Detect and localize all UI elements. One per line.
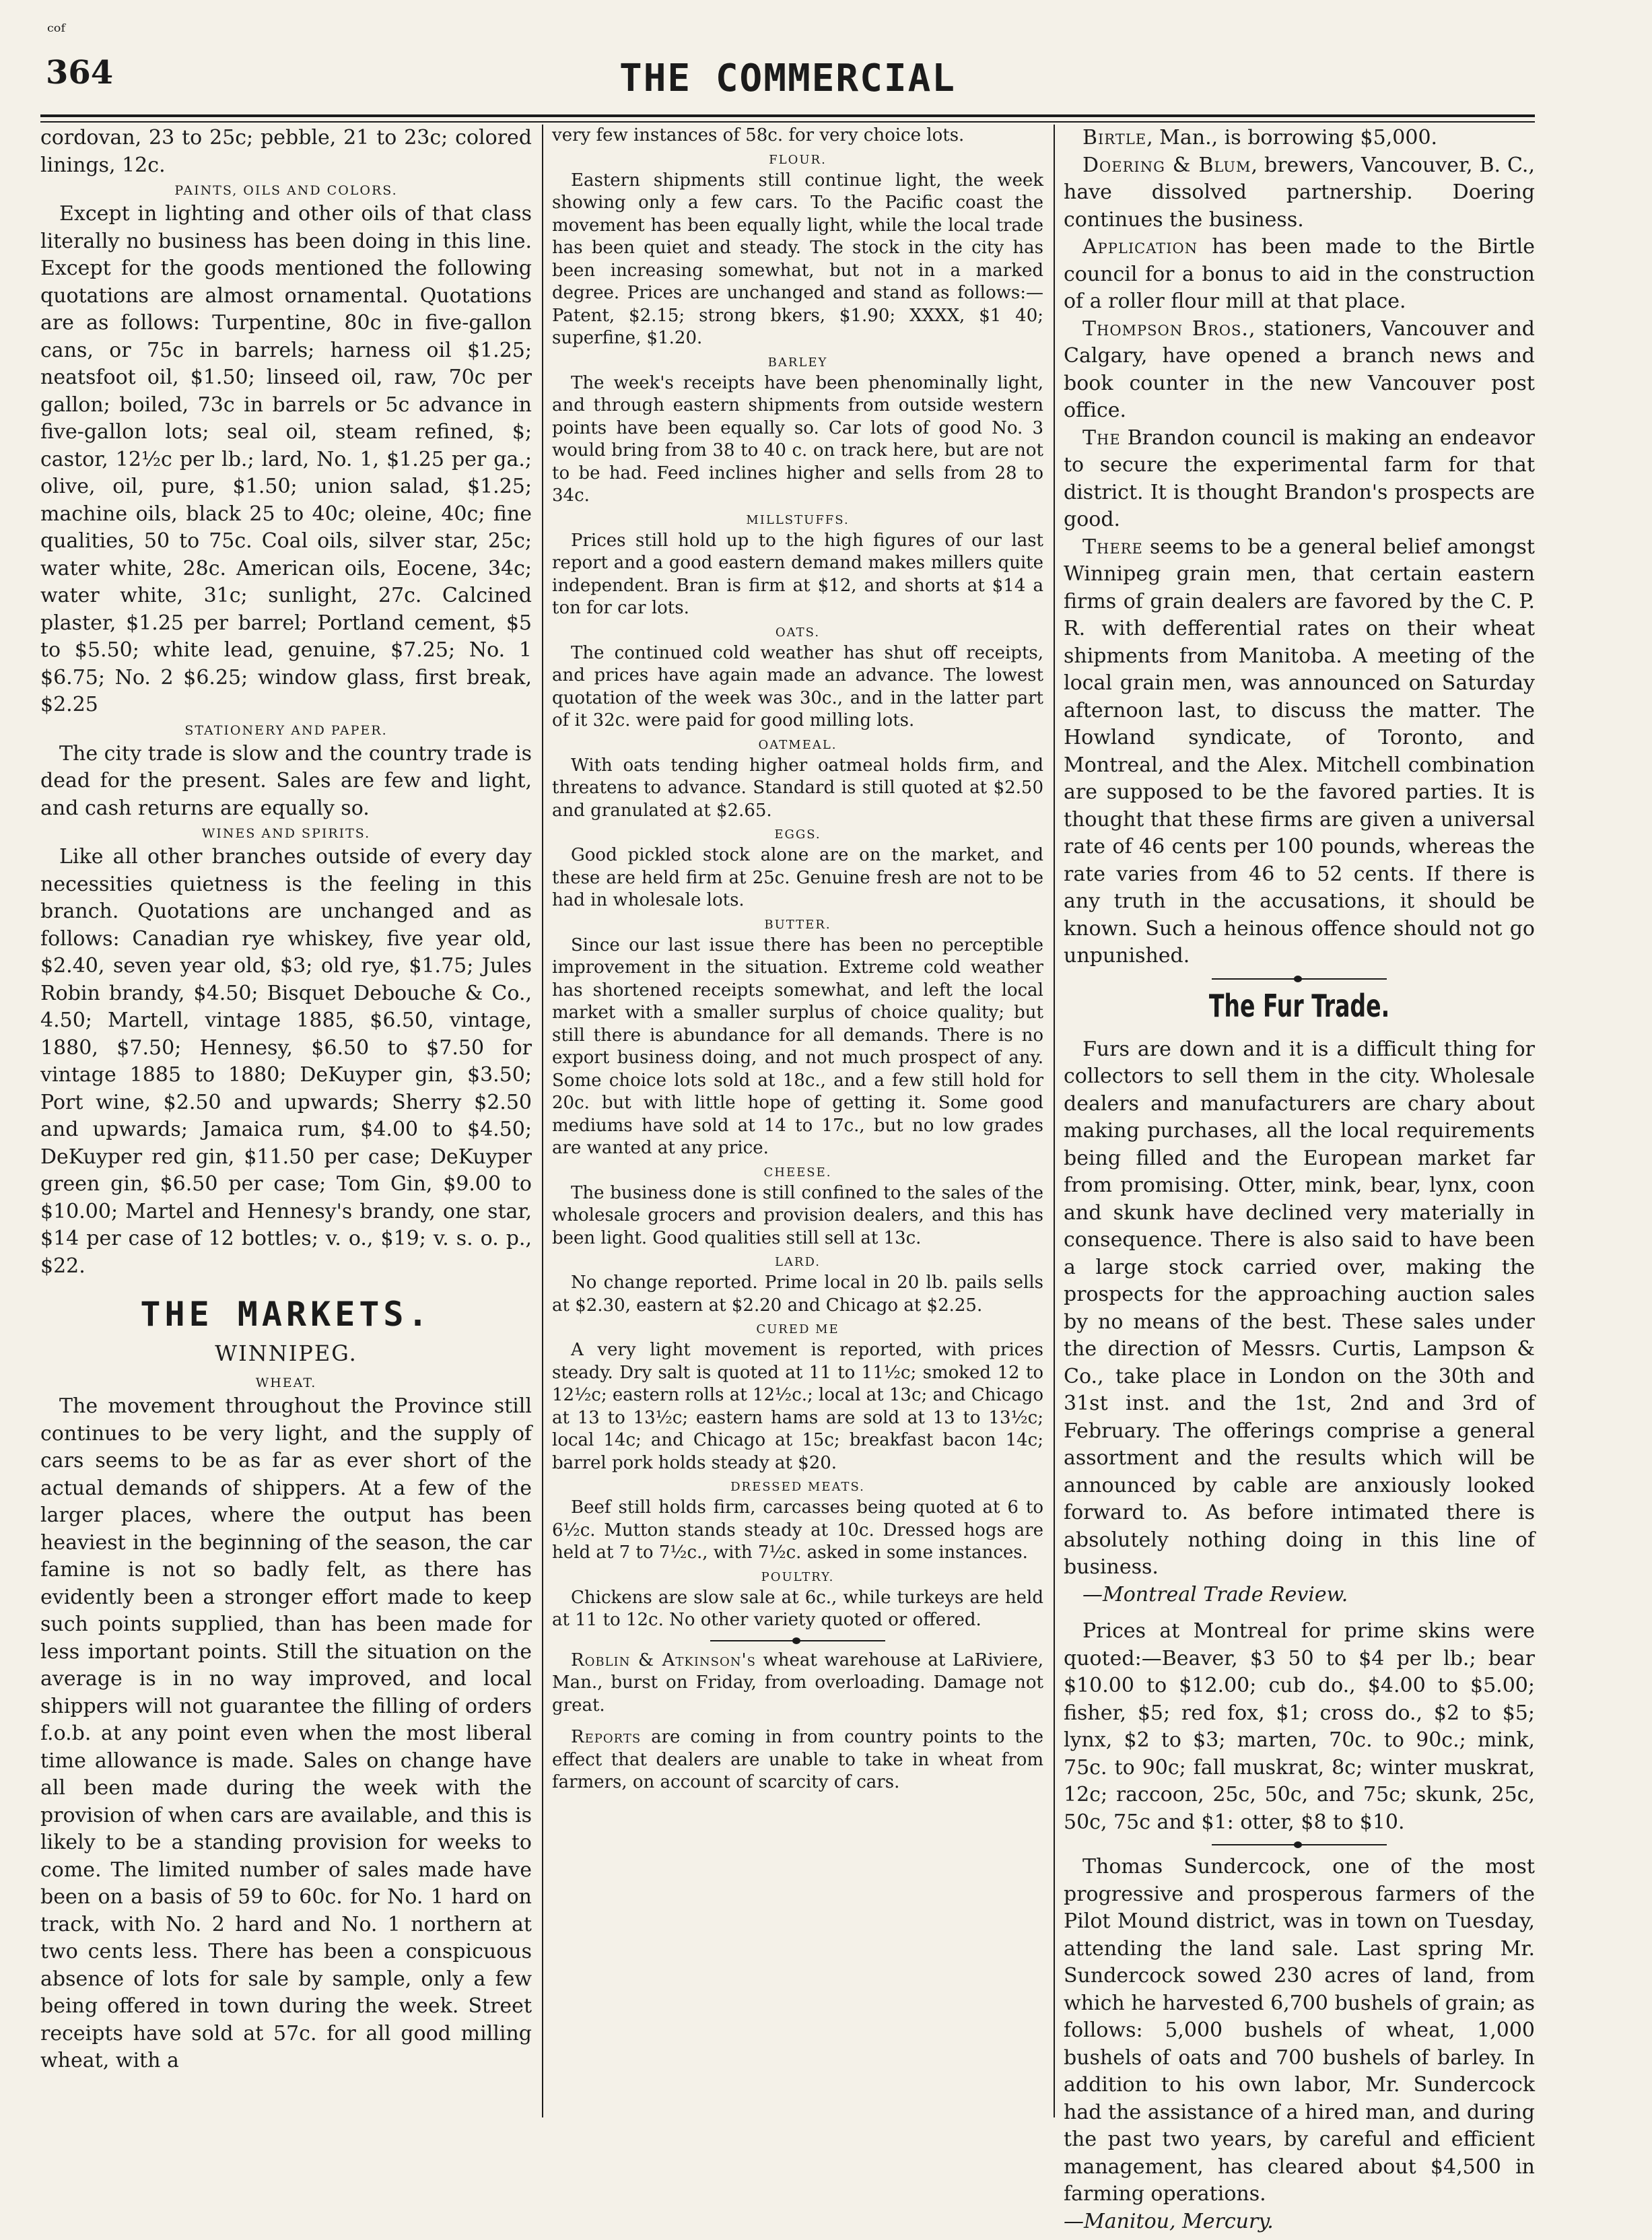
section-heading-eggs: EGGS. — [774, 827, 821, 842]
section-heading-millstuffs: MILLSTUFFS. — [746, 512, 850, 527]
section-heading-dressed-meats: DRESSED MEATS. — [730, 1480, 865, 1494]
paragraph-wheat: The movement throughout the Province still continues to be very light, and the supply of cars seems to be as far as ever short of the actual demands of shippers. At a few of the larger places, where the output has been heaviest in the beginning of the season, the car famine is not so badly felt, as there has evidently been a stronger effort made to keep such points supplied, than has been made for less important points. Still the situation on the average is in no way improved, and local shippers will not guarantee the filling of orders f.o.b. at any point even when the most liberal time allowance is made. Sales on change have all been made during the week with the provision of when cars are available, and this is likely to be a standing provision for weeks to come. The limited number of sales made have been on a basis of 59 to 60c. for No. 1 hard on track, with No. 2 hard and No. 1 northern at two cents less. There has been a conspicuous absence of lots for sale by sample, only a few being offered in town during the week. Street receipts have sold at 57c. for all good milling wheat, with a — [40, 1394, 532, 2072]
lead-reports: Reports — [571, 1727, 642, 1747]
section-heading-paints: PAINTS, OILS AND COLORS. — [174, 183, 398, 198]
body-doering: , brewers, Vancouver, B. C., have dissolved partnership. Doering continues the business. — [1064, 153, 1535, 232]
page-header — [40, 13, 1535, 121]
column-divider — [1054, 125, 1055, 2117]
paragraph-doering — [1064, 152, 1535, 234]
winnipeg-heading: WINNIPEG. — [215, 1340, 357, 1366]
body-application: has been made to the Birtle council for a bonus to aid in the construction of a roller flour mill at that place. — [1064, 235, 1535, 313]
column-2 — [552, 125, 1043, 2131]
paragraph-cured-meats: A very light movement is reported, with prices steady. Dry salt is quoted at 11 to 11½c; smoked 12 to 12½c; eastern rolls at 12½c.; local at 13c; and Chicago at 13 to 13½c; eastern hams are sold at 13 to 13½c; local 14c; and Chicago at 15c; breakfast bacon 14c; barrel pork holds steady at $20. — [552, 1340, 1044, 1473]
paragraph-oats: The continued cold weather has shut off receipts, and prices have again made an advance. The lowest quotation of the week was 30c., and in the latter part of it 32c. were paid for good milling lots. — [552, 642, 1043, 731]
body-thompson: , stationers, Vancouver and Calgary, have opened a branch news and book counter in the new Vancouver post office. — [1064, 316, 1535, 422]
lead-thompson: Thompson Bros. — [1082, 316, 1249, 341]
paragraph-dressed-meats: Beef still holds firm, carcasses being quoted at 6 to 6½c. Mutton stands steady at 10c. Dressed hogs are held at 7 to 7½c., with 7½c. asked in some instances. — [552, 1497, 1043, 1563]
paragraph-stationery: The city trade is slow and the country trade is dead for the present. Sales are few and light, and cash returns are equally so. — [40, 741, 532, 820]
body-roblin: wheat warehouse at LaRiviere, Man., burst on Friday, from overloading. Damage not great. — [552, 1650, 1044, 1716]
paragraph-brandon — [1064, 425, 1535, 534]
body-brandon: Brandon council is making an endeavor to secure the experimental farm for that district. It is thought Brandon's prospects are good. — [1064, 426, 1535, 531]
section-heading-butter: BUTTER. — [764, 917, 831, 932]
paragraph-oatmeal: With oats tending higher oatmeal holds firm, and threatens to advance. Standard is still quoted at $2.50 and granulated at $2.65. — [552, 755, 1043, 821]
section-heading-cured-meats: CURED ME — [756, 1322, 839, 1336]
body-there: seems to be a general belief amongst Winnipeg grain men, that certain eastern firms of grain dealers are favored by the C. P. R. with defferential rates on their wheat shipments from Manitoba. A meeting of the local grain men, was announced on Saturday afternoon last, to discuss the matter. The Howland syndicate, of Toronto, and Montreal, and the Alex. Mitchell combination are supposed to be the favored parties. It is thought that these firms are given a universal rate of 46 cents per 100 pounds, whereas the rate varies from 46 to 52 cents. If there is any truth in the accusations, it should be known. Such a heinous offence should not go unpunished. — [1064, 535, 1535, 968]
section-heading-lard: LARD. — [774, 1255, 821, 1269]
paragraph-reports — [552, 1726, 1043, 1794]
lead-there: There — [1082, 535, 1143, 559]
paragraph-lard: No change reported. Prime local in 20 lb. pails sells at $2.30, eastern at $2.20 and Chicago at $2.25. — [552, 1272, 1043, 1316]
page-number: 364 — [46, 54, 114, 92]
paragraph-millstuffs: Prices still hold up to the high figures of our last report and a good eastern demand makes millers quite independent. Bran is firm at $12, and shorts at $14 a ton for car lots. — [552, 530, 1043, 618]
paragraph-birtle — [1064, 125, 1535, 152]
section-heading-barley: BARLEY — [767, 355, 828, 370]
body-reports: are coming in from country points to the effect that dealers are unable to take in wheat from farmers, on account of scarcity of cars. — [552, 1727, 1043, 1792]
paragraph-fur-prices: Prices at Montreal for prime skins were quoted:—Beaver, $3 50 to $4 per lb.; bear $10.00 to $12.00; cub do., $4.00 to $5.00; fisher, $5; red fox, $1; cross do., $2 to $5; lynx, $2 to $3; marten, 70c. to 90c.; mink, 75c. to 90c; fall muskrat, 8c; winter muskrat, 12c; raccoon, 25c, 50c, and 75c; skunk, 25c, 50c, 75c and $1: otter, $8 to $10. — [1064, 1619, 1535, 1834]
paragraph-application — [1064, 234, 1535, 316]
paragraph-grain-rates — [1064, 534, 1535, 970]
masthead-title: THE COMMERCIAL — [619, 57, 956, 100]
body-birtle: , Man., is borrowing $5,000. — [1146, 126, 1438, 149]
paragraph-poultry: Chickens are slow sale at 6c., while turkeys are held at 11 to 12c. No other variety quoted or offered. — [552, 1587, 1043, 1630]
section-divider — [1212, 978, 1387, 980]
fur-trade-heading: The Fur Trade. — [1208, 987, 1390, 1024]
lead-application: Application — [1082, 235, 1198, 259]
paragraph-eggs: Good pickled stock alone are on the market, and these are held firm at 25c. Genuine fresh are not to be had in wholesale lots. — [552, 845, 1043, 910]
paragraph-barley: The week's receipts have been phenominally light, and through eastern shipments from outside western points have been equally so. Car lots of good No. 3 would bring from 38 to 40 c. on track here, but are not to be had. Feed inclines higher and sells from 28 to 34c. — [552, 372, 1043, 506]
paragraph-cheese: The business done is still confined to the sales of the wholesale grocers and provision dealers, and this has been light. Good qualities still sell at 13c. — [552, 1182, 1043, 1248]
paragraph-butter: Since our last issue there has been no perceptible improvement in the situation. Extreme cold weather has shortened receipts somewhat, and left the local market with a smaller surplus of choice quality; but still there is abundance for all demands. There is no export business doing, and not much prospect of any. Some choice lots sold at 18c., and a few still hold for 20c. but with little hope of getting it. Some good mediums have sold at 14 to 17c., but no low grades are wanted at any price. — [552, 935, 1043, 1158]
paragraph-wines: Like all other branches outside of every day necessities quietness is the feeling in this branch. Quotations are unchanged and as follows: Canadian rye whiskey, five year old, $2.40, seven year old, $3; old rye, $1.75; Jules Robin brandy, $4.50; Bisquet Debouche & Co., 4.50; Martell, vintage 1885, $6.50, vintage, 1880, $7.50; Hennesy, $6.50 to $7.50 for vintage 1885 to 1880; DeKuyper gin, $3.50; Port wine, $2.50 and upwards; Sherry $2.50 and upwards; Jamaica rum, $4.00 to $4.50; DeKuyper red gin, $11.50 per case; DeKuyper green gin, $6.50 per case; Tom Gin, $9.00 to $10.00; Martel and Hennesy's brandy, one star, $14 per case of 12 bottles; v. o., $19; v. s. o. p., $22. — [40, 845, 532, 1278]
paragraph-wheat-continued: very few instances of 58c. for very choice lots. — [552, 125, 965, 145]
header-rule — [40, 114, 1535, 117]
section-heading-wheat: WHEAT. — [255, 1376, 317, 1390]
section-heading-poultry: POULTRY. — [761, 1569, 835, 1584]
header-rule-thin — [40, 121, 1535, 123]
credit-manitou-mercury: —Manitou, Mercury. — [1064, 2209, 1274, 2233]
section-heading-oatmeal: OATMEAL. — [758, 737, 837, 752]
section-heading-oats: OATS. — [775, 625, 821, 640]
credit-montreal-trade-review: —Montreal Trade Review. — [1082, 1582, 1348, 1606]
markets-heading: THE MARKETS. — [140, 1295, 432, 1334]
section-heading-wines: WINES AND SPIRITS. — [201, 826, 371, 841]
column-3 — [1064, 125, 1535, 2233]
paragraph-thompson — [1064, 316, 1535, 425]
paragraph-cordovan: cordovan, 23 to 25c; pebble, 21 to 23c; colored linings, 12c. — [40, 126, 532, 177]
section-divider — [1212, 1844, 1387, 1845]
corner-mark: ᶜᵒᶠ — [47, 20, 65, 42]
paragraph-flour: Eastern shipments still continue light, the week showing only a few cars. To the Pacific coast the movement has been equally light, while the local trade has been quiet and steady. The stock in the city has been increasing somewhat, but not in a marked degree. Prices are unchanged and stand as follows:— Patent, $2.15; strong bkers, $1.90; XXXX, $1 40; superfine, $1.20. — [552, 170, 1043, 348]
paragraph-paints: Except in lighting and other oils of that class literally no business has been doing in this line. Except for the goods mentioned the following quotations are almost ornamental. Quotations are as follows: Turpentine, 80c in five-gallon cans, or 75c in barrels; harness oil $1.25; neatsfoot oil, $1.50; linseed oil, raw, 70c per gallon; boiled, 73c in barrels or 5c advance in five-gallon lots; seal oil, steam refined, $; castor, 12½c per lb.; lard, No. 1, $1.25 per ga.; olive, oil, pure, $1.50; union salad, $1.25; machine oils, black 25 to 40c; oleine, 40c; fine qualities, 50 to 75c. Coal oils, silver star, 25c; water white, 28c. American oils, Eocene, 34c; water white, 31c; sunlight, 27c. Calcined plaster, $1.25 per barrel; Portland cement, $5 to $5.50; white lead, genuine, $7.25; No. 1 $6.75; No. 2 $6.25; window glass, first break, $2.25 — [40, 202, 532, 716]
paragraph-sundercock: Thomas Sundercock, one of the most progressive and prosperous farmers of the Pilot Mound district, was in town on Tuesday, attending the land sale. Last spring Mr. Sundercock sowed 230 acres of land, from which he harvested 6,700 bushels of grain; as follows: 5,000 bushels of wheat, 1,000 bushels of oats and 700 bushels of barley. In addition to his own labor, Mr. Sundercock had the assistance of a hired man, and during the past two years, by careful and efficient management, has cleared about $4,500 in farming operations. — [1064, 1855, 1535, 2206]
lead-birtle: Birtle — [1082, 126, 1147, 149]
section-heading-stationery: STATIONERY AND PAPER. — [184, 722, 388, 738]
section-heading-flour: FLOUR. — [769, 152, 827, 167]
section-divider — [710, 1640, 885, 1641]
column-divider — [542, 125, 543, 2117]
lead-doering: Doering & Blum — [1082, 153, 1251, 177]
lead-roblin: Roblin & Atkinson's — [571, 1650, 756, 1670]
lead-brandon: The — [1082, 426, 1121, 450]
paragraph-roblin — [552, 1650, 1043, 1718]
column-1 — [40, 125, 532, 2131]
section-heading-cheese: CHEESE. — [763, 1165, 832, 1180]
paragraph-furs: Furs are down and it is a difficult thing for collectors to sell them in the city. Wholesale dealers and manufacturers are chary about making purchases, all the local requirements being filled and the European market far from promising. Otter, mink, bear, lynx, coon and skunk have declined very materially in consequence. There is also said to have been a large stock carried over, making the prospects for the approaching auction sales by no means of the best. These sales under the direction of Messrs. Curtis, Lampson & Co., take place in London on the 30th and 31st inst. and the 1st, 2nd and 3rd of February. The offerings comprise a general assortment and the results which will be announced by cable are anxiously looked forward to. As before intimated there is absolutely nothing doing in this line of business. — [1064, 1037, 1535, 1579]
